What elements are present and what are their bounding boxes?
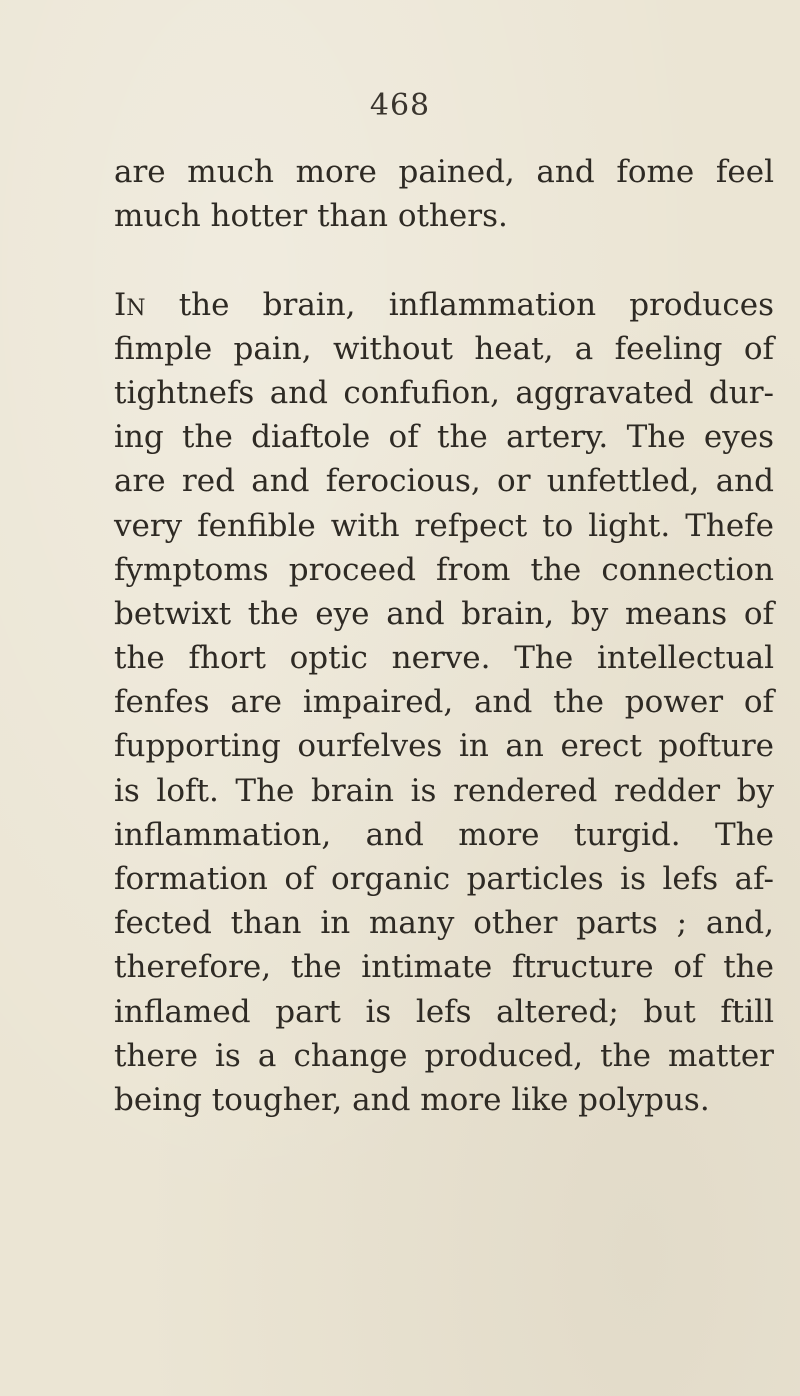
text-line: formation of organic particles is lefs af- <box>114 861 774 897</box>
text-line: fymptoms proceed from the connection <box>114 551 774 588</box>
text-line: are much more pained, and fome feel <box>114 154 774 190</box>
first-line-rest: the brain, inflammation produces <box>145 286 774 323</box>
paragraph-gap <box>114 238 774 282</box>
text-line: therefore, the intimate ftructure of the <box>114 949 774 986</box>
text-line: ing the diaftole of the artery. The eyes <box>114 419 774 456</box>
text-line: the fhort optic nerve. The intellectual <box>114 640 774 677</box>
text-line: betwixt the eye and brain, by means of <box>114 595 774 632</box>
text-line: there is a change produced, the matter <box>114 1037 774 1074</box>
text-line: are red and ferocious, or unfettled, and <box>114 463 774 500</box>
page-number: 468 <box>369 88 431 123</box>
text-line: is loft. The brain is rendered redder by <box>114 772 774 809</box>
text-line: very fenfible with refpect to light. Thefe <box>114 507 774 544</box>
text-line: inflammation, and more turgid. The <box>114 816 774 853</box>
text-line: tightnefs and confufion, aggravated dur- <box>114 374 774 411</box>
body-text <box>114 150 774 1122</box>
text-line: inflamed part is lefs altered; but ftill <box>114 993 774 1030</box>
text-line: fupporting ourfelves in an erect pofture <box>114 728 774 765</box>
paragraph-first-line <box>114 283 774 327</box>
text-line: fected than in many other parts ; and, <box>114 905 774 942</box>
initial-word: In <box>114 286 146 323</box>
text-line: fenfes are impaired, and the power of <box>114 684 774 721</box>
text-line: much hotter than others. <box>114 198 508 235</box>
text-line: fimple pain, without heat, a feeling of <box>114 330 774 367</box>
text-line: being tougher, and more like polypus. <box>114 1081 710 1118</box>
